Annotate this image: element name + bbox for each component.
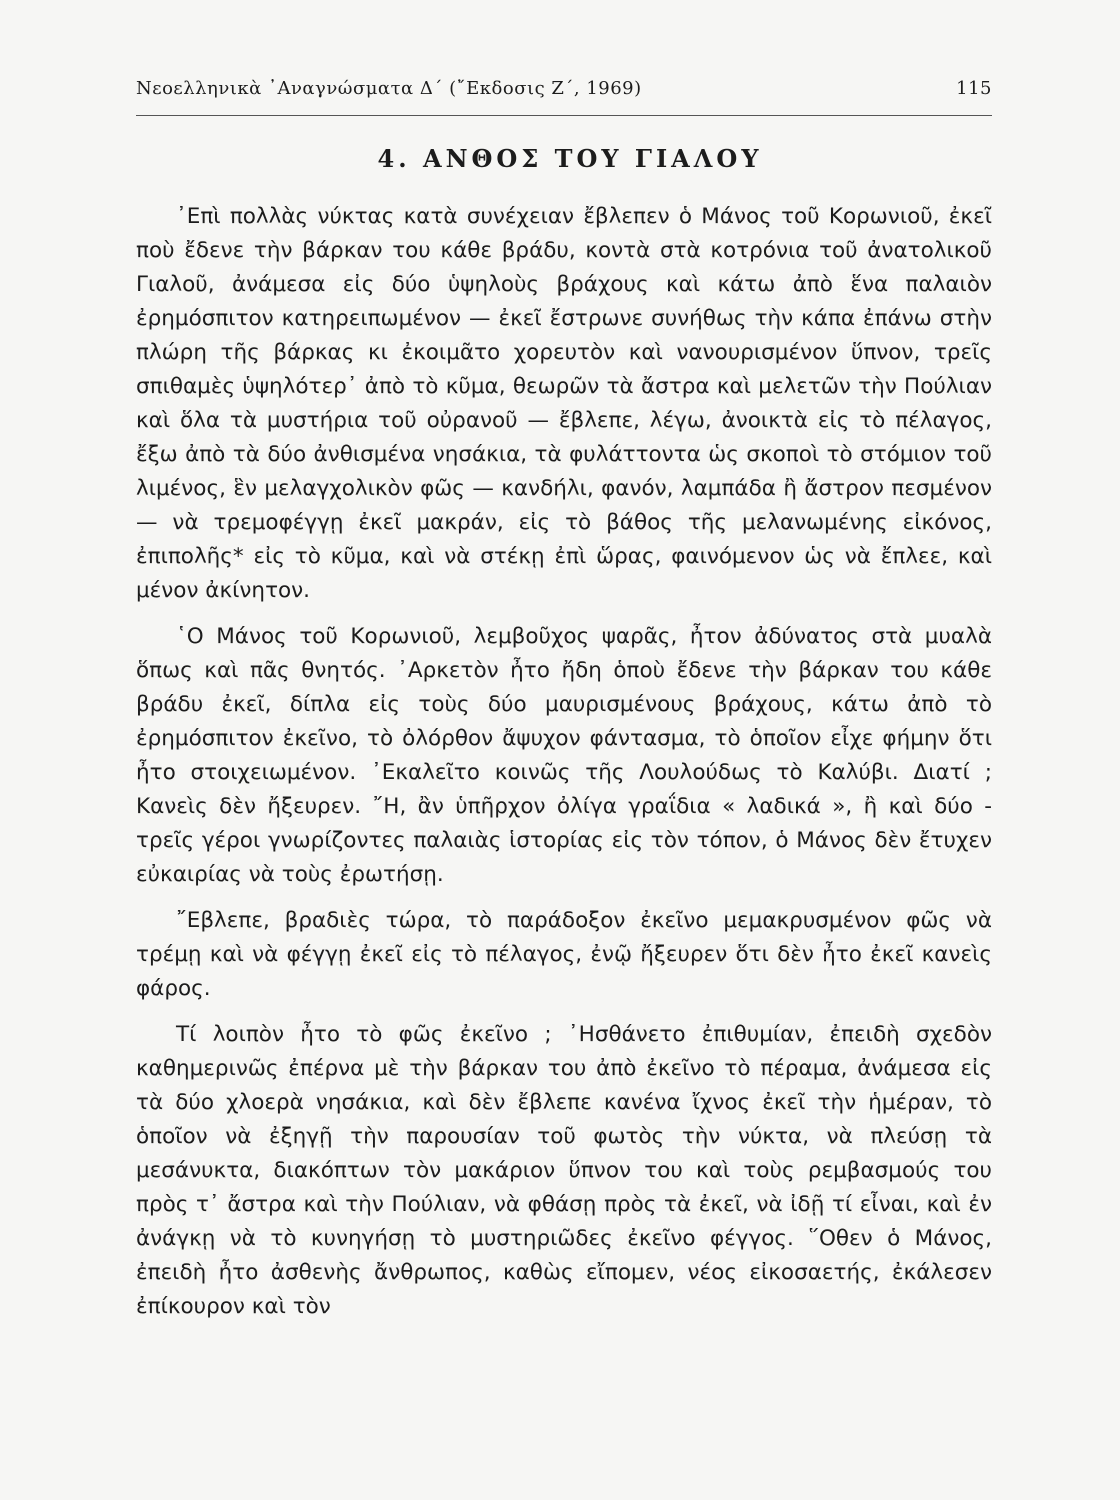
paragraph-4: Τί λοιπὸν ἦτο τὸ φῶς ἐκεῖνο ; ᾿Ησθάνετο ἐπιθυμίαν, ἐπειδὴ σχεδὸν καθημερινῶς ἐπέρνα μὲ τὴν βάρκαν του ἀπὸ ἐκεῖνο τὸ πέραμα, ἀνάμεσα εἰς τὰ δύο χλοερὰ νησάκια, καὶ δὲν ἔβλεπε κανένα ἴχνος ἐκεῖ τὴν ἡμέραν, τὸ ὁποῖον νὰ ἐξηγῇ τὴν παρουσίαν τοῦ φωτὸς τὴν νύκτα, νὰ πλεύσῃ τὰ μεσάνυκτα, διακόπτων τὸν μακάριον ὕπνον του καὶ τοὺς ρεμβασμούς του πρὸς τ᾿ ἄστρα καὶ τὴν Πούλιαν, νὰ φθάσῃ πρὸς τὰ ἐκεῖ, νὰ ἰδῇ τί εἶναι, καὶ ἐν ἀνάγκῃ νὰ τὸ κυνηγήσῃ τὸ μυστηριῶδες ἐκεῖνο φέγγος. ῞Οθεν ὁ Μάνος, ἐπειδὴ ἦτο ἀσθενὴς ἄνθρωπος, καθὼς εἴπομεν, νέος εἰκοσαετής, ἐκάλεσεν ἐπίκουρον καὶ τὸν [136,1022,992,1319]
body-text [136,200,992,1324]
paragraph-1: ᾿Επὶ πολλὰς νύκτας κατὰ συνέχειαν ἔβλεπεν ὁ Μάνος τοῦ Κορωνιοῦ, ἐκεῖ ποὺ ἔδενε τὴν βάρκαν του κάθε βράδυ, κοντὰ στὰ κοτρόνια τοῦ ἀνατολικοῦ Γιαλοῦ, ἀνάμεσα εἰς δύο ὑψηλοὺς βράχους καὶ κάτω ἀπὸ ἕνα παλαιὸν ἐρημόσπιτον κατηρειπωμένον — ἐκεῖ ἔστρωνε συνήθως τὴν κάπα ἐπάνω στὴν πλώρη τῆς βάρκας κι ἐκοιμᾶτο χορευτὸν καὶ νανουρισμένον ὕπνον, τρεῖς σπιθαμὲς ὑψηλότερ᾿ ἀπὸ τὸ κῦμα, θεωρῶν τὰ ἄστρα καὶ μελετῶν τὴν Πούλιαν καὶ ὅλα τὰ μυστήρια τοῦ οὐρανοῦ — ἔβλεπε, λέγω, ἀνοικτὰ εἰς τὸ πέλαγος, ἔξω ἀπὸ τὰ δύο ἀνθισμένα νησάκια, τὰ φυλάττοντα ὡς σκοποὶ τὸ στόμιον τοῦ λιμένος, ἓν μελαγχολικὸν φῶς — κανδήλι, φανόν, λαμπάδα ἢ ἄστρον πεσμένον — νὰ τρεμοφέγγῃ ἐκεῖ μακράν, εἰς τὸ βάθος τῆς μελανωμένης εἰκόνος, ἐπιπολῆς* εἰς τὸ κῦμα, καὶ νὰ στέκῃ ἐπὶ ὥρας, φαινόμενον ὡς νὰ ἔπλεε, καὶ μένον ἀκίνητον. [136,204,992,603]
header-rule [136,115,992,116]
running-title: Νεοελληνικὰ ᾿Αναγνώσματα Δ΄ (῎Εκδοσις Ζ΄, 1969) [136,78,642,99]
running-header [136,78,992,99]
paragraph-2: ῾Ο Μάνος τοῦ Κορωνιοῦ, λεμβοῦχος ψαρᾶς, ἦτον ἀδύνατος στὰ μυαλὰ ὅπως καὶ πᾶς θνητός. ᾿Αρκετὸν ἦτο ἤδη ὁποὺ ἔδενε τὴν βάρκαν του κάθε βράδυ ἐκεῖ, δίπλα εἰς τοὺς δύο μαυρισμένους βράχους, κάτω ἀπὸ τὸ ἐρημόσπιτον ἐκεῖνο, τὸ ὀλόρθον ἄψυχον φάντασμα, τὸ ὁποῖον εἶχε φήμην ὅτι ἦτο στοιχειωμένον. ᾿Εκαλεῖτο κοινῶς τῆς Λουλούδως τὸ Καλύβι. Διατί ; Κανεὶς δὲν ἤξευρεν. ῎Η, ἂν ὑπῆρχον ὀλίγα γραΐδια « λαδικά », ἢ καὶ δύο - τρεῖς γέροι γνωρίζοντες παλαιὰς ἱστορίας εἰς τὸν τόπον, ὁ Μάνος δὲν ἔτυχεν εὐκαιρίας νὰ τοὺς ἐρωτήσῃ. [136,624,992,887]
chapter-title: 4. ΑΝΘΟΣ ΤΟΥ ΓΙΑΛΟΥ [377,144,763,173]
page-number: 115 [956,78,992,99]
paragraph-3: ῎Εβλεπε, βραδιὲς τώρα, τὸ παράδοξον ἐκεῖνο μεμακρυσμένον φῶς νὰ τρέμῃ καὶ νὰ φέγγῃ ἐκεῖ εἰς τὸ πέλαγος, ἐνῷ ἤξευρεν ὅτι δὲν ἦτο ἐκεῖ κανεὶς φάρος. [136,908,992,1001]
